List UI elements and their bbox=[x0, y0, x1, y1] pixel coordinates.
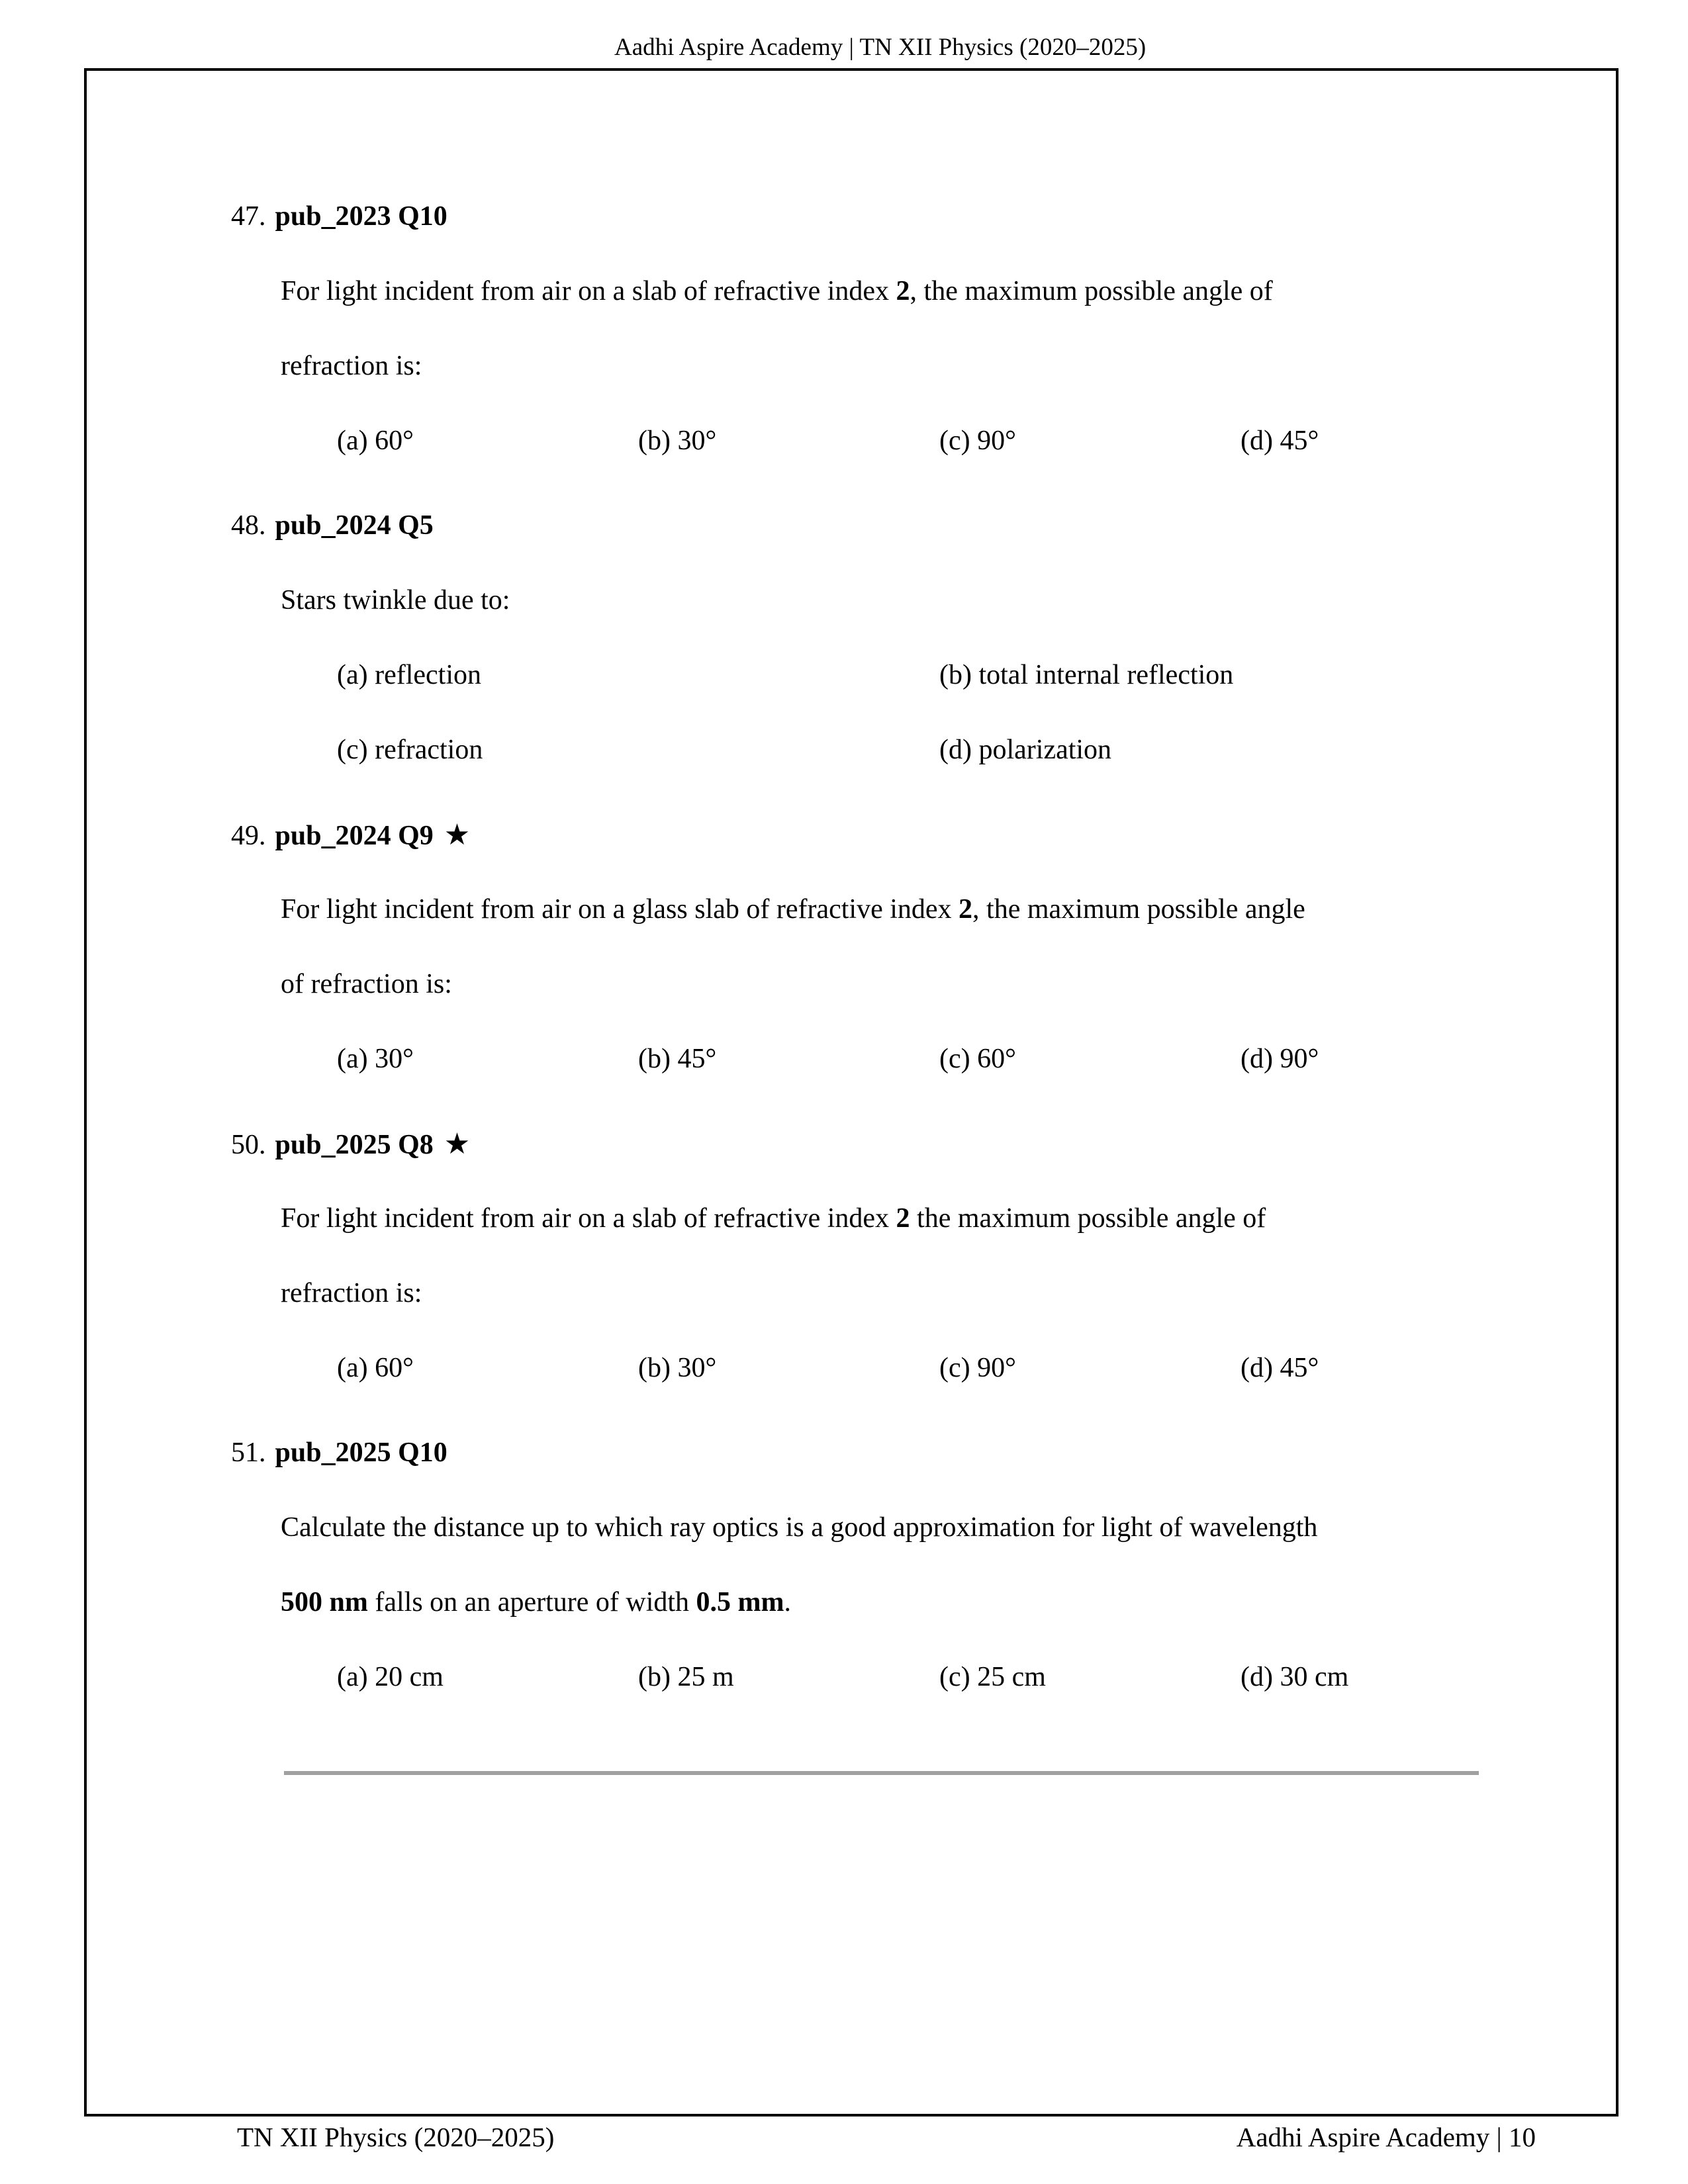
question-code: pub_2024 Q9 bbox=[275, 821, 434, 851]
text-segment: . bbox=[784, 1587, 792, 1617]
option-label: (d) 90° bbox=[1241, 1044, 1319, 1074]
text-segment: , the maximum possible angle of bbox=[910, 276, 1273, 306]
option-label: (a) 60° bbox=[337, 426, 414, 456]
option-label: (b) 45° bbox=[638, 1044, 717, 1074]
question-item bbox=[87, 1107, 1616, 1406]
options-row bbox=[87, 713, 1616, 788]
question-title-line bbox=[87, 179, 1616, 254]
option-label: (b) total internal reflection bbox=[939, 660, 1234, 690]
option-label: (c) 25 cm bbox=[939, 1662, 1046, 1692]
question-title-line bbox=[87, 1416, 1616, 1490]
question-item bbox=[87, 797, 1616, 1097]
option-label: (d) polarization bbox=[939, 735, 1112, 765]
option-label: (d) 30 cm bbox=[1241, 1662, 1349, 1692]
text-segment: 0.5 mm bbox=[696, 1587, 784, 1617]
text-segment: refraction is: bbox=[281, 1278, 422, 1308]
question-number: 51. bbox=[231, 1437, 266, 1468]
option-label: (c) 60° bbox=[939, 1044, 1016, 1074]
text-segment: the maximum possible angle of bbox=[910, 1203, 1266, 1234]
text-segment: For light incident from air on a slab of refractive index bbox=[281, 276, 896, 306]
question-title-line bbox=[87, 797, 1616, 872]
text-segment: For light incident from air on a glass slab of refractive index bbox=[281, 894, 959, 925]
question-title-line bbox=[87, 1107, 1616, 1181]
question-item bbox=[87, 1416, 1616, 1715]
option-label: (c) 90° bbox=[939, 426, 1016, 456]
question-text-line bbox=[87, 1181, 1616, 1256]
option-label: (b) 30° bbox=[638, 426, 717, 456]
option-label: (c) refraction bbox=[337, 735, 483, 765]
options-row bbox=[87, 1640, 1616, 1715]
text-segment: of refraction is: bbox=[281, 969, 452, 999]
question-code: pub_2024 Q5 bbox=[275, 510, 434, 541]
question-number: 50. bbox=[231, 1130, 266, 1160]
text-segment: refraction is: bbox=[281, 351, 422, 381]
question-text-line bbox=[87, 1565, 1616, 1640]
content-border-box bbox=[84, 68, 1618, 2116]
question-text-line bbox=[87, 872, 1616, 947]
star-icon: ★ bbox=[444, 819, 471, 851]
page-header-title: Aadhi Aspire Academy | TN XII Physics (2020–2025) bbox=[614, 34, 1147, 61]
options-row bbox=[87, 1331, 1616, 1406]
options-row bbox=[87, 638, 1616, 713]
options-row bbox=[87, 1022, 1616, 1097]
question-title-line bbox=[87, 488, 1616, 563]
question-text-line bbox=[87, 1256, 1616, 1331]
option-label: (d) 45° bbox=[1241, 426, 1319, 456]
option-label: (b) 30° bbox=[638, 1353, 717, 1383]
question-code: pub_2025 Q8 bbox=[275, 1130, 434, 1160]
text-segment: 500 nm bbox=[281, 1587, 368, 1617]
text-segment: For light incident from air on a slab of refractive index bbox=[281, 1203, 896, 1234]
text-segment: , the maximum possible angle bbox=[972, 894, 1305, 925]
section-divider bbox=[284, 1771, 1479, 1775]
question-text-line bbox=[87, 254, 1616, 329]
question-text-line bbox=[87, 563, 1616, 638]
footer-page-number: Aadhi Aspire Academy | 10 bbox=[1236, 2122, 1536, 2152]
options-row bbox=[87, 404, 1616, 478]
question-text-line bbox=[87, 1490, 1616, 1565]
question-code: pub_2025 Q10 bbox=[275, 1437, 447, 1468]
text-segment: 2 bbox=[959, 894, 973, 925]
text-segment: Stars twinkle due to: bbox=[281, 585, 510, 615]
option-label: (b) 25 m bbox=[638, 1662, 734, 1692]
option-label: (d) 45° bbox=[1241, 1353, 1319, 1383]
option-label: (a) 20 cm bbox=[337, 1662, 444, 1692]
question-text-line bbox=[87, 329, 1616, 404]
question-text-line bbox=[87, 947, 1616, 1022]
question-number: 48. bbox=[231, 510, 266, 541]
text-segment: Calculate the distance up to which ray optics is a good approximation for light of wavelength bbox=[281, 1512, 1318, 1543]
star-icon: ★ bbox=[444, 1128, 471, 1160]
questions-container bbox=[87, 71, 1616, 1715]
text-segment: falls on an aperture of width bbox=[367, 1587, 696, 1617]
question-item bbox=[87, 179, 1616, 478]
question-code: pub_2023 Q10 bbox=[275, 201, 447, 232]
option-label: (a) 30° bbox=[337, 1044, 414, 1074]
question-item bbox=[87, 488, 1616, 788]
footer-document-title: TN XII Physics (2020–2025) bbox=[237, 2122, 555, 2152]
question-number: 47. bbox=[231, 201, 266, 232]
option-label: (c) 90° bbox=[939, 1353, 1016, 1383]
question-number: 49. bbox=[231, 821, 266, 851]
option-label: (a) 60° bbox=[337, 1353, 414, 1383]
option-label: (a) reflection bbox=[337, 660, 482, 690]
text-segment: 2 bbox=[896, 276, 910, 306]
text-segment: 2 bbox=[896, 1203, 910, 1234]
